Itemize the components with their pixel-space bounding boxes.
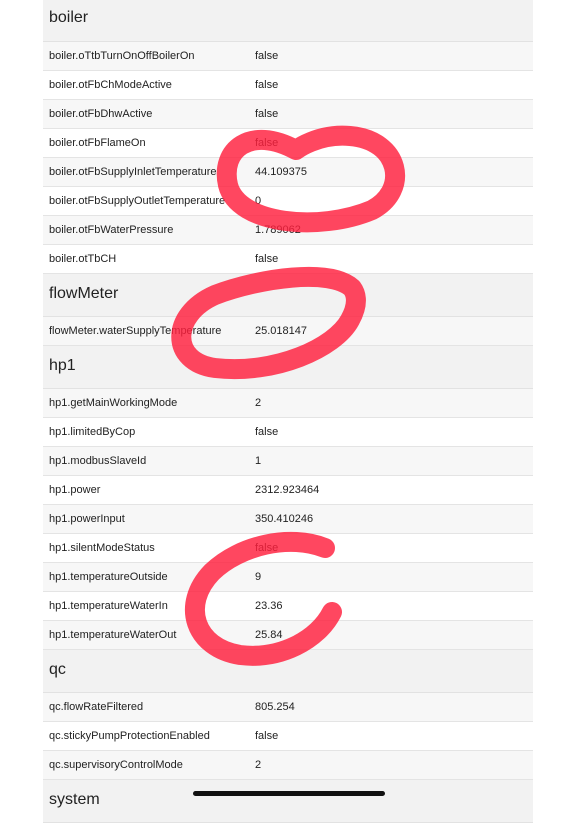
row-value: 2312.923464: [255, 484, 320, 496]
row-key: hp1.silentModeStatus: [49, 542, 155, 554]
table-row: [43, 389, 533, 418]
row-value: 25.018147: [255, 325, 307, 337]
table-row: [43, 158, 533, 187]
row-key: hp1.getMainWorkingMode: [49, 397, 178, 409]
table-row: [43, 245, 533, 274]
row-key: hp1.temperatureWaterOut: [49, 629, 177, 641]
table-row: [43, 592, 533, 621]
row-key: hp1.temperatureWaterIn: [49, 600, 168, 612]
row-value: 1: [255, 455, 262, 467]
row-value: 44.109375: [255, 166, 307, 178]
table-row: [43, 722, 533, 751]
table-row: [43, 505, 533, 534]
row-key: qc.flowRateFiltered: [49, 701, 144, 713]
row-value: 350.410246: [255, 513, 314, 525]
row-value: 23.36: [255, 600, 283, 612]
row-key: boiler.otFbDhwActive: [49, 108, 153, 120]
row-key: boiler.otFbSupplyOutletTemperature: [49, 195, 226, 207]
row-value: 0: [255, 195, 262, 207]
table-row: [43, 621, 533, 650]
table-row: [43, 563, 533, 592]
row-value: false: [255, 730, 279, 742]
table-row: [43, 534, 533, 563]
row-key: boiler.oTtbTurnOnOffBoilerOn: [49, 50, 195, 62]
row-value: 805.254: [255, 701, 295, 713]
row-value: 2: [255, 759, 262, 771]
row-value: 2: [255, 397, 262, 409]
row-value: false: [255, 50, 279, 62]
row-key: qc.supervisoryControlMode: [49, 759, 183, 771]
row-key: hp1.powerInput: [49, 513, 125, 525]
section-header-qc: qc: [43, 650, 533, 693]
row-key: boiler.otFbWaterPressure: [49, 224, 174, 236]
row-value: false: [255, 426, 279, 438]
row-key: hp1.limitedByCop: [49, 426, 136, 438]
table-row: [43, 42, 533, 71]
row-value: false: [255, 79, 279, 91]
row-value: 1.789062: [255, 224, 301, 236]
table-row: [43, 216, 533, 245]
table-row: [43, 418, 533, 447]
row-key: qc.stickyPumpProtectionEnabled: [49, 730, 210, 742]
data-sheet: [43, 0, 533, 823]
section-header-boiler: boiler: [43, 0, 533, 42]
table-row: [43, 100, 533, 129]
table-row: [43, 129, 533, 158]
row-key: boiler.otFbFlameOn: [49, 137, 146, 149]
section-header-system: system: [43, 780, 533, 823]
row-key: boiler.otFbSupplyInletTemperature: [49, 166, 217, 178]
section-rows: [43, 317, 533, 346]
table-row: [43, 71, 533, 100]
home-indicator[interactable]: [193, 791, 385, 796]
row-key: boiler.otTbCH: [49, 253, 117, 265]
table-row: [43, 476, 533, 505]
table-row: [43, 317, 533, 346]
section-rows: [43, 389, 533, 650]
table-row: [43, 751, 533, 780]
row-value: false: [255, 253, 279, 265]
section-rows: [43, 42, 533, 274]
row-value: 9: [255, 571, 262, 583]
row-key: hp1.power: [49, 484, 101, 496]
row-key: boiler.otFbChModeActive: [49, 79, 172, 91]
row-value: false: [255, 542, 279, 554]
section-rows: [43, 693, 533, 780]
row-value: false: [255, 137, 279, 149]
table-row: [43, 187, 533, 216]
table-row: [43, 693, 533, 722]
section-header-hp1: hp1: [43, 346, 533, 389]
section-header-flowMeter: flowMeter: [43, 274, 533, 317]
row-key: hp1.modbusSlaveId: [49, 455, 147, 467]
row-key: flowMeter.waterSupplyTemperature: [49, 325, 222, 337]
table-row: [43, 447, 533, 476]
row-key: hp1.temperatureOutside: [49, 571, 168, 583]
row-value: 25.84: [255, 629, 283, 641]
row-value: false: [255, 108, 279, 120]
